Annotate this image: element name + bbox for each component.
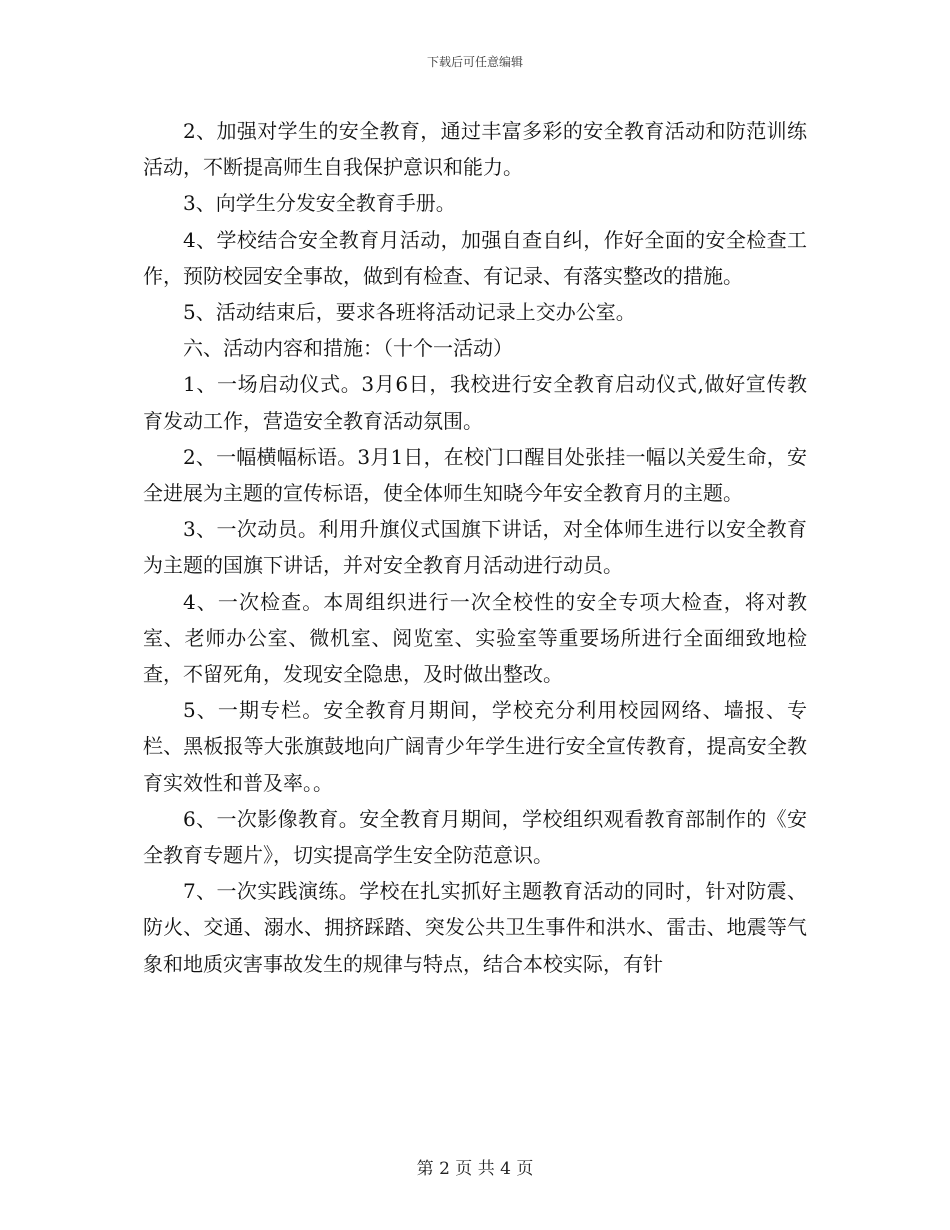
document-body <box>143 113 807 982</box>
paragraph: 4、一次检查。本周组织进行一次全校性的安全专项大检查，将对教室、老师办公室、微机室、阅览室、实验室等重要场所进行全面细致地检查，不留死角，发现安全隐患，及时做出整改。 <box>143 589 807 687</box>
paragraph: 3、一次动员。利用升旗仪式国旗下讲话，对全体师生进行以安全教育为主题的国旗下讲话，并对安全教育月活动进行动员。 <box>143 517 807 578</box>
paragraph: 5、一期专栏。安全教育月期间，学校充分利用校园网络、墙报、专栏、黑板报等大张旗鼓地向广阔青少年学生进行安全宣传教育，提高安全教育实效性和普及率。。 <box>143 698 807 795</box>
paragraph: 4、学校结合安全教育月活动，加强自查自纠，作好全面的安全检查工作，预防校园安全事故，做到有检查、有记录、有落实整改的措施。 <box>143 227 807 288</box>
paragraph: 5、活动结束后，要求各班将活动记录上交办公室。 <box>183 300 636 325</box>
page-footer <box>0 1154 950 1179</box>
paragraph: 2、一幅横幅标语。3月1日，在校门口醒目处张挂一幅以关爱生命，安全进展为主题的宣传标语，使全体师生知晓今年安全教育月的主题。 <box>143 444 807 506</box>
page-number-label: 第 2 页 共 4 页 <box>416 1159 534 1179</box>
paragraph: 6、一次影像教育。安全教育月期间，学校组织观看教育部制作的《安全教育专题片》，切实提高学生安全防范意识。 <box>143 806 807 868</box>
paragraph: 1、一场启动仪式。3月6日，我校进行安全教育启动仪式,做好宣传教育发动工作，营造安全教育活动氛围。 <box>143 372 807 433</box>
paragraph: 2、加强对学生的安全教育，通过丰富多彩的安全教育活动和防范训练活动，不断提高师生自我保护意识和能力。 <box>143 119 807 180</box>
paragraph: 3、向学生分发安全教育手册。 <box>183 191 456 216</box>
paragraph: 7、一次实践演练。学校在扎实抓好主题教育活动的同时，针对防震、防火、交通、溺水、拥挤踩踏、突发公共卫生事件和洪水、雷击、地震等气象和地质灾害事故发生的规律与特点，结合本校实际，有针 <box>143 879 807 976</box>
section-heading: 六、活动内容和措施：（十个一活动） <box>183 336 513 361</box>
page-header-note: 下载后可任意编辑 <box>426 55 523 69</box>
